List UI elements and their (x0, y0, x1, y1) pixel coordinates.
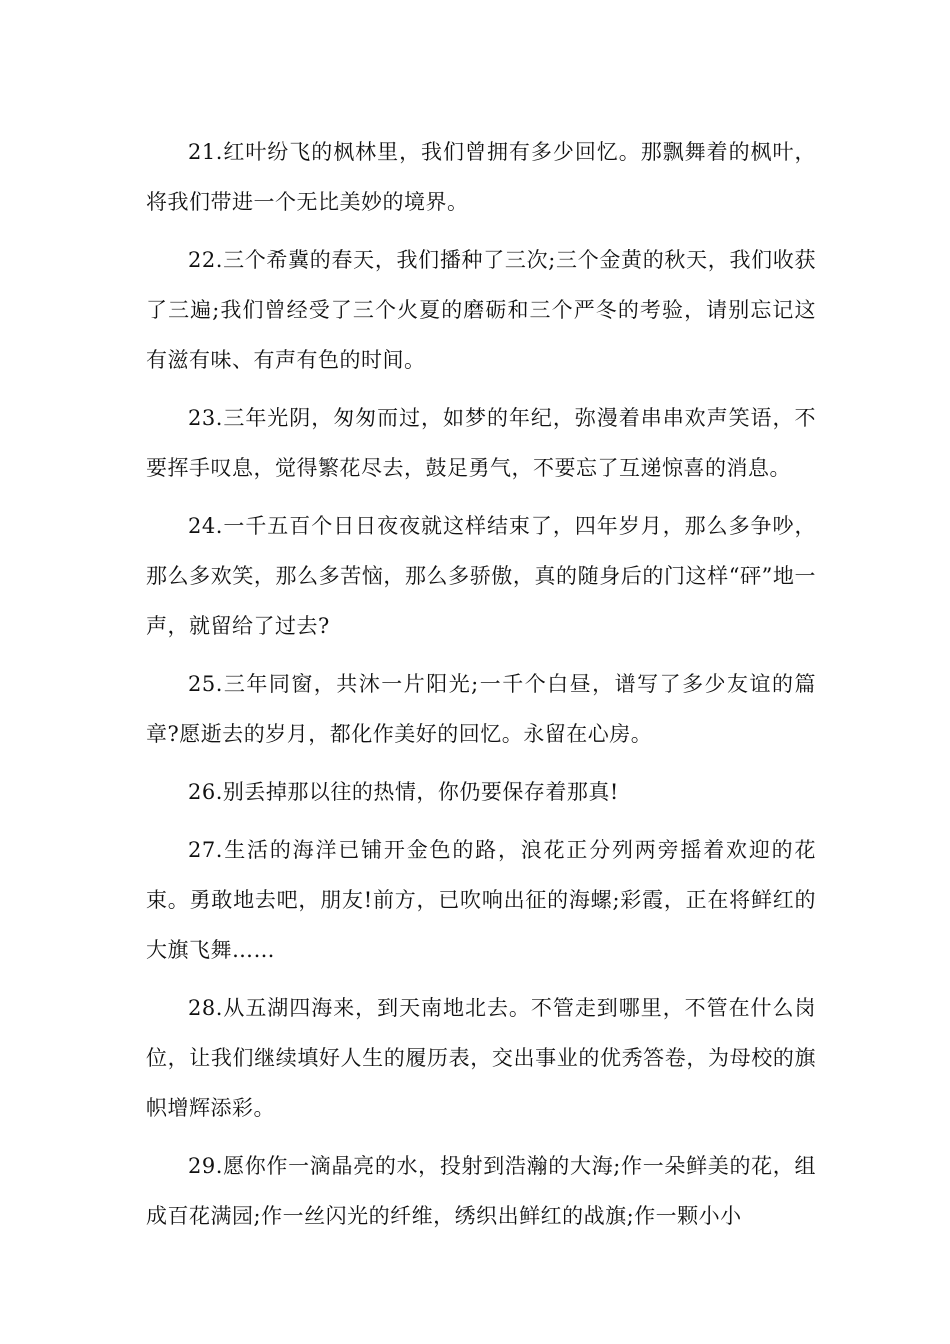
paragraph-21: 21.红叶纷飞的枫林里，我们曾拥有多少回忆。那飘舞着的枫叶，将我们带进一个无比美妙的境界。 (146, 140, 816, 214)
paragraph-27: 27.生活的海洋已铺开金色的路，浪花正分列两旁摇着欢迎的花束。勇敢地去吧，朋友!前方，已吹响出征的海螺;彩霞，正在将鲜红的大旗飞舞…… (146, 838, 816, 962)
paragraph-24: 24.一千五百个日日夜夜就这样结束了，四年岁月，那么多争吵，那么多欢笑，那么多苦恼，那么多骄傲，真的随身后的门这样“砰”地一声，就留给了过去? (146, 514, 816, 638)
paragraph-23: 23.三年光阴，匆匆而过，如梦的年纪，弥漫着串串欢声笑语，不要挥手叹息，觉得繁花尽去，鼓足勇气，不要忘了互递惊喜的消息。 (146, 406, 816, 480)
paragraph-26: 26.别丢掉那以往的热情，你仍要保存着那真! (188, 780, 619, 804)
paragraph-28: 28.从五湖四海来，到天南地北去。不管走到哪里，不管在什么岗位，让我们继续填好人生的履历表，交出事业的优秀答卷，为母校的旗帜增辉添彩。 (146, 996, 816, 1120)
paragraph-29: 29.愿你作一滴晶亮的水，投射到浩瀚的大海;作一朵鲜美的花，组成百花满园;作一丝闪光的纤维，绣织出鲜红的战旗;作一颗小小 (146, 1154, 816, 1228)
paragraph-25: 25.三年同窗，共沐一片阳光;一千个白昼，谱写了多少友谊的篇章?愿逝去的岁月，都化作美好的回忆。永留在心房。 (146, 672, 816, 746)
document-body (146, 127, 816, 1249)
paragraph-22: 22.三个希冀的春天，我们播种了三次;三个金黄的秋天，我们收获了三遍;我们曾经受了三个火夏的磨砺和三个严冬的考验，请别忘记这有滋有味、有声有色的时间。 (146, 248, 816, 372)
